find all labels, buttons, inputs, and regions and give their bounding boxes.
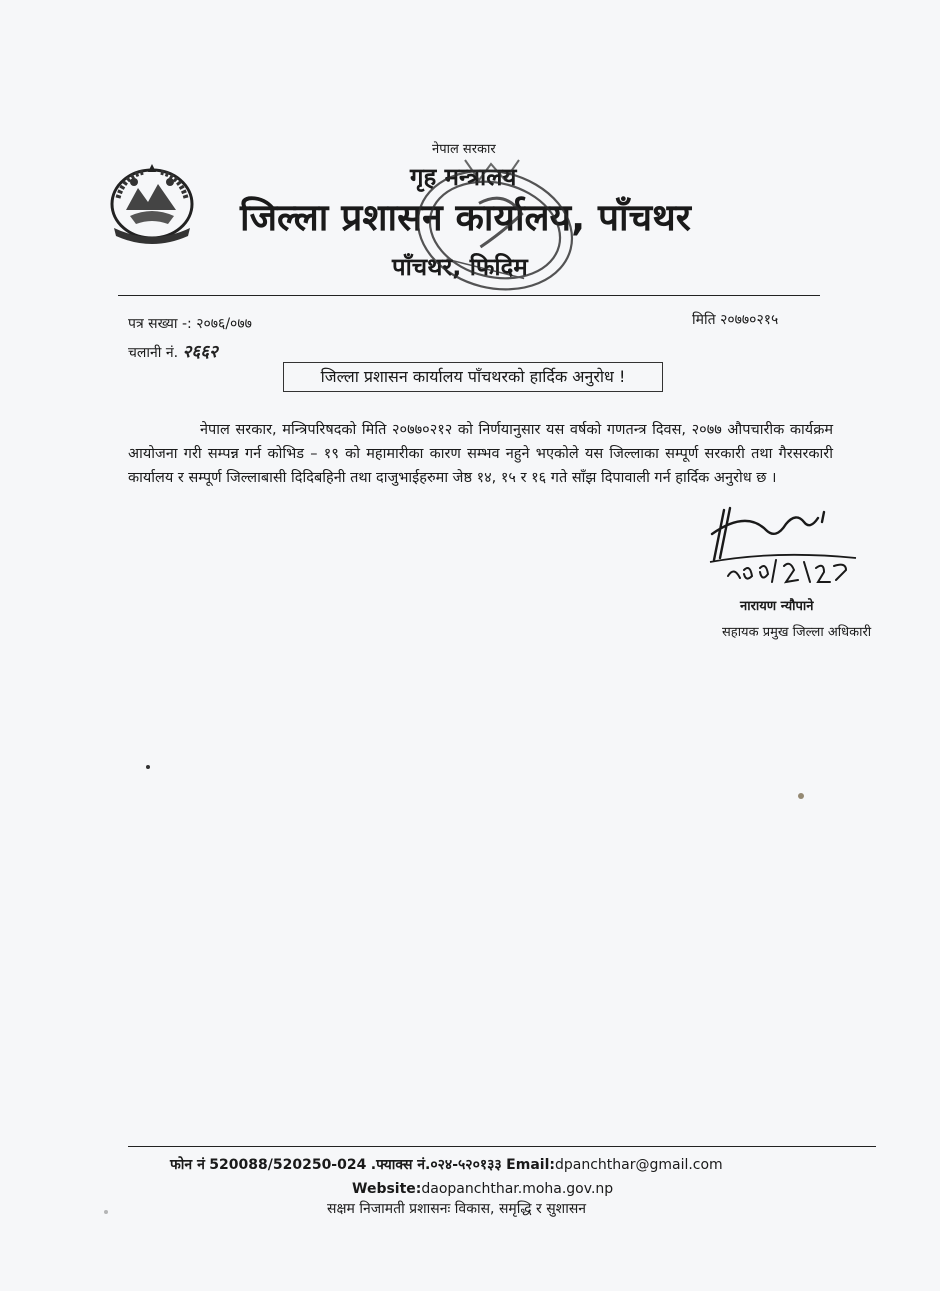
letter-number — [128, 314, 252, 333]
footer-divider — [128, 1146, 876, 1148]
phone-label: फोन नं — [170, 1157, 205, 1173]
letter-date-value: २०७७०२१५ — [720, 312, 779, 328]
office-location: पाँचथर, फिदिम — [392, 253, 528, 281]
phone-number: 520088/520250-024 — [209, 1157, 367, 1173]
subject-box: जिल्ला प्रशासन कार्यालय पाँचथरको हार्दिक अनुरोध ! — [283, 362, 663, 392]
contact-line — [170, 1155, 723, 1174]
email-label: Email: — [506, 1157, 555, 1173]
website-label: Website: — [352, 1181, 422, 1197]
motto: सक्षम निजामती प्रशासनः विकास, समृद्धि र सुशासन — [327, 1201, 587, 1217]
header-divider — [118, 295, 820, 297]
fax-label: .फ्याक्स नं. — [370, 1157, 431, 1173]
website-line — [352, 1181, 613, 1197]
office-name: जिल्ला प्रशासन कार्यालय, पाँचथर — [240, 196, 691, 239]
handwritten-signature — [706, 500, 876, 595]
signer-name: नारायण न्यौपाने — [740, 599, 814, 614]
letter-number-label: पत्र सख्या -: — [128, 316, 192, 332]
fax-number: ०२४-५२०१३३ — [430, 1157, 502, 1173]
letter-date-label: मिति — [692, 312, 716, 328]
dispatch-number-value: २६६२ — [182, 342, 218, 362]
letter-body: नेपाल सरकार, मन्त्रिपरिषदको मिति २०७७०२१२ को निर्णयानुसार यस वर्षको गणतन्त्र दिवस, २०७७ औपचारीक कार्यक्रम आयोजना गरी सम्पन्न गर्न कोभिड – १९ को महामारीका कारण सम्भव नहुने भएकोले यस जिल्लाका सम्पूर्ण सरकारी तथा गैरसरकारी कार्यालय र सम्पूर्ण जिल्लाबासी दिदिबहिनी तथा दाजुभाईहरुमा जेष्ठ १४, १५ र १६ गते साँझ दिपावाली गर्न हार्दिक अनुरोध छ । — [128, 422, 833, 486]
letter-date — [692, 310, 778, 329]
dispatch-number-label: चलानी नं. — [128, 345, 179, 361]
email-link[interactable]: dpanchthar@gmail.com — [554, 1157, 723, 1173]
signer-title: सहायक प्रमुख जिल्ला अधिकारी — [722, 625, 872, 640]
nepal-emblem-icon — [104, 158, 200, 248]
dispatch-number — [128, 339, 218, 362]
letter-number-value: २०७६/०७७ — [196, 316, 252, 332]
ministry-name: गृह मन्त्रालय — [410, 163, 517, 191]
website-link[interactable]: daopanchthar.moha.gov.np — [421, 1181, 614, 1197]
government-line: नेपाल सरकार — [432, 142, 496, 157]
office-stamp — [395, 158, 595, 303]
